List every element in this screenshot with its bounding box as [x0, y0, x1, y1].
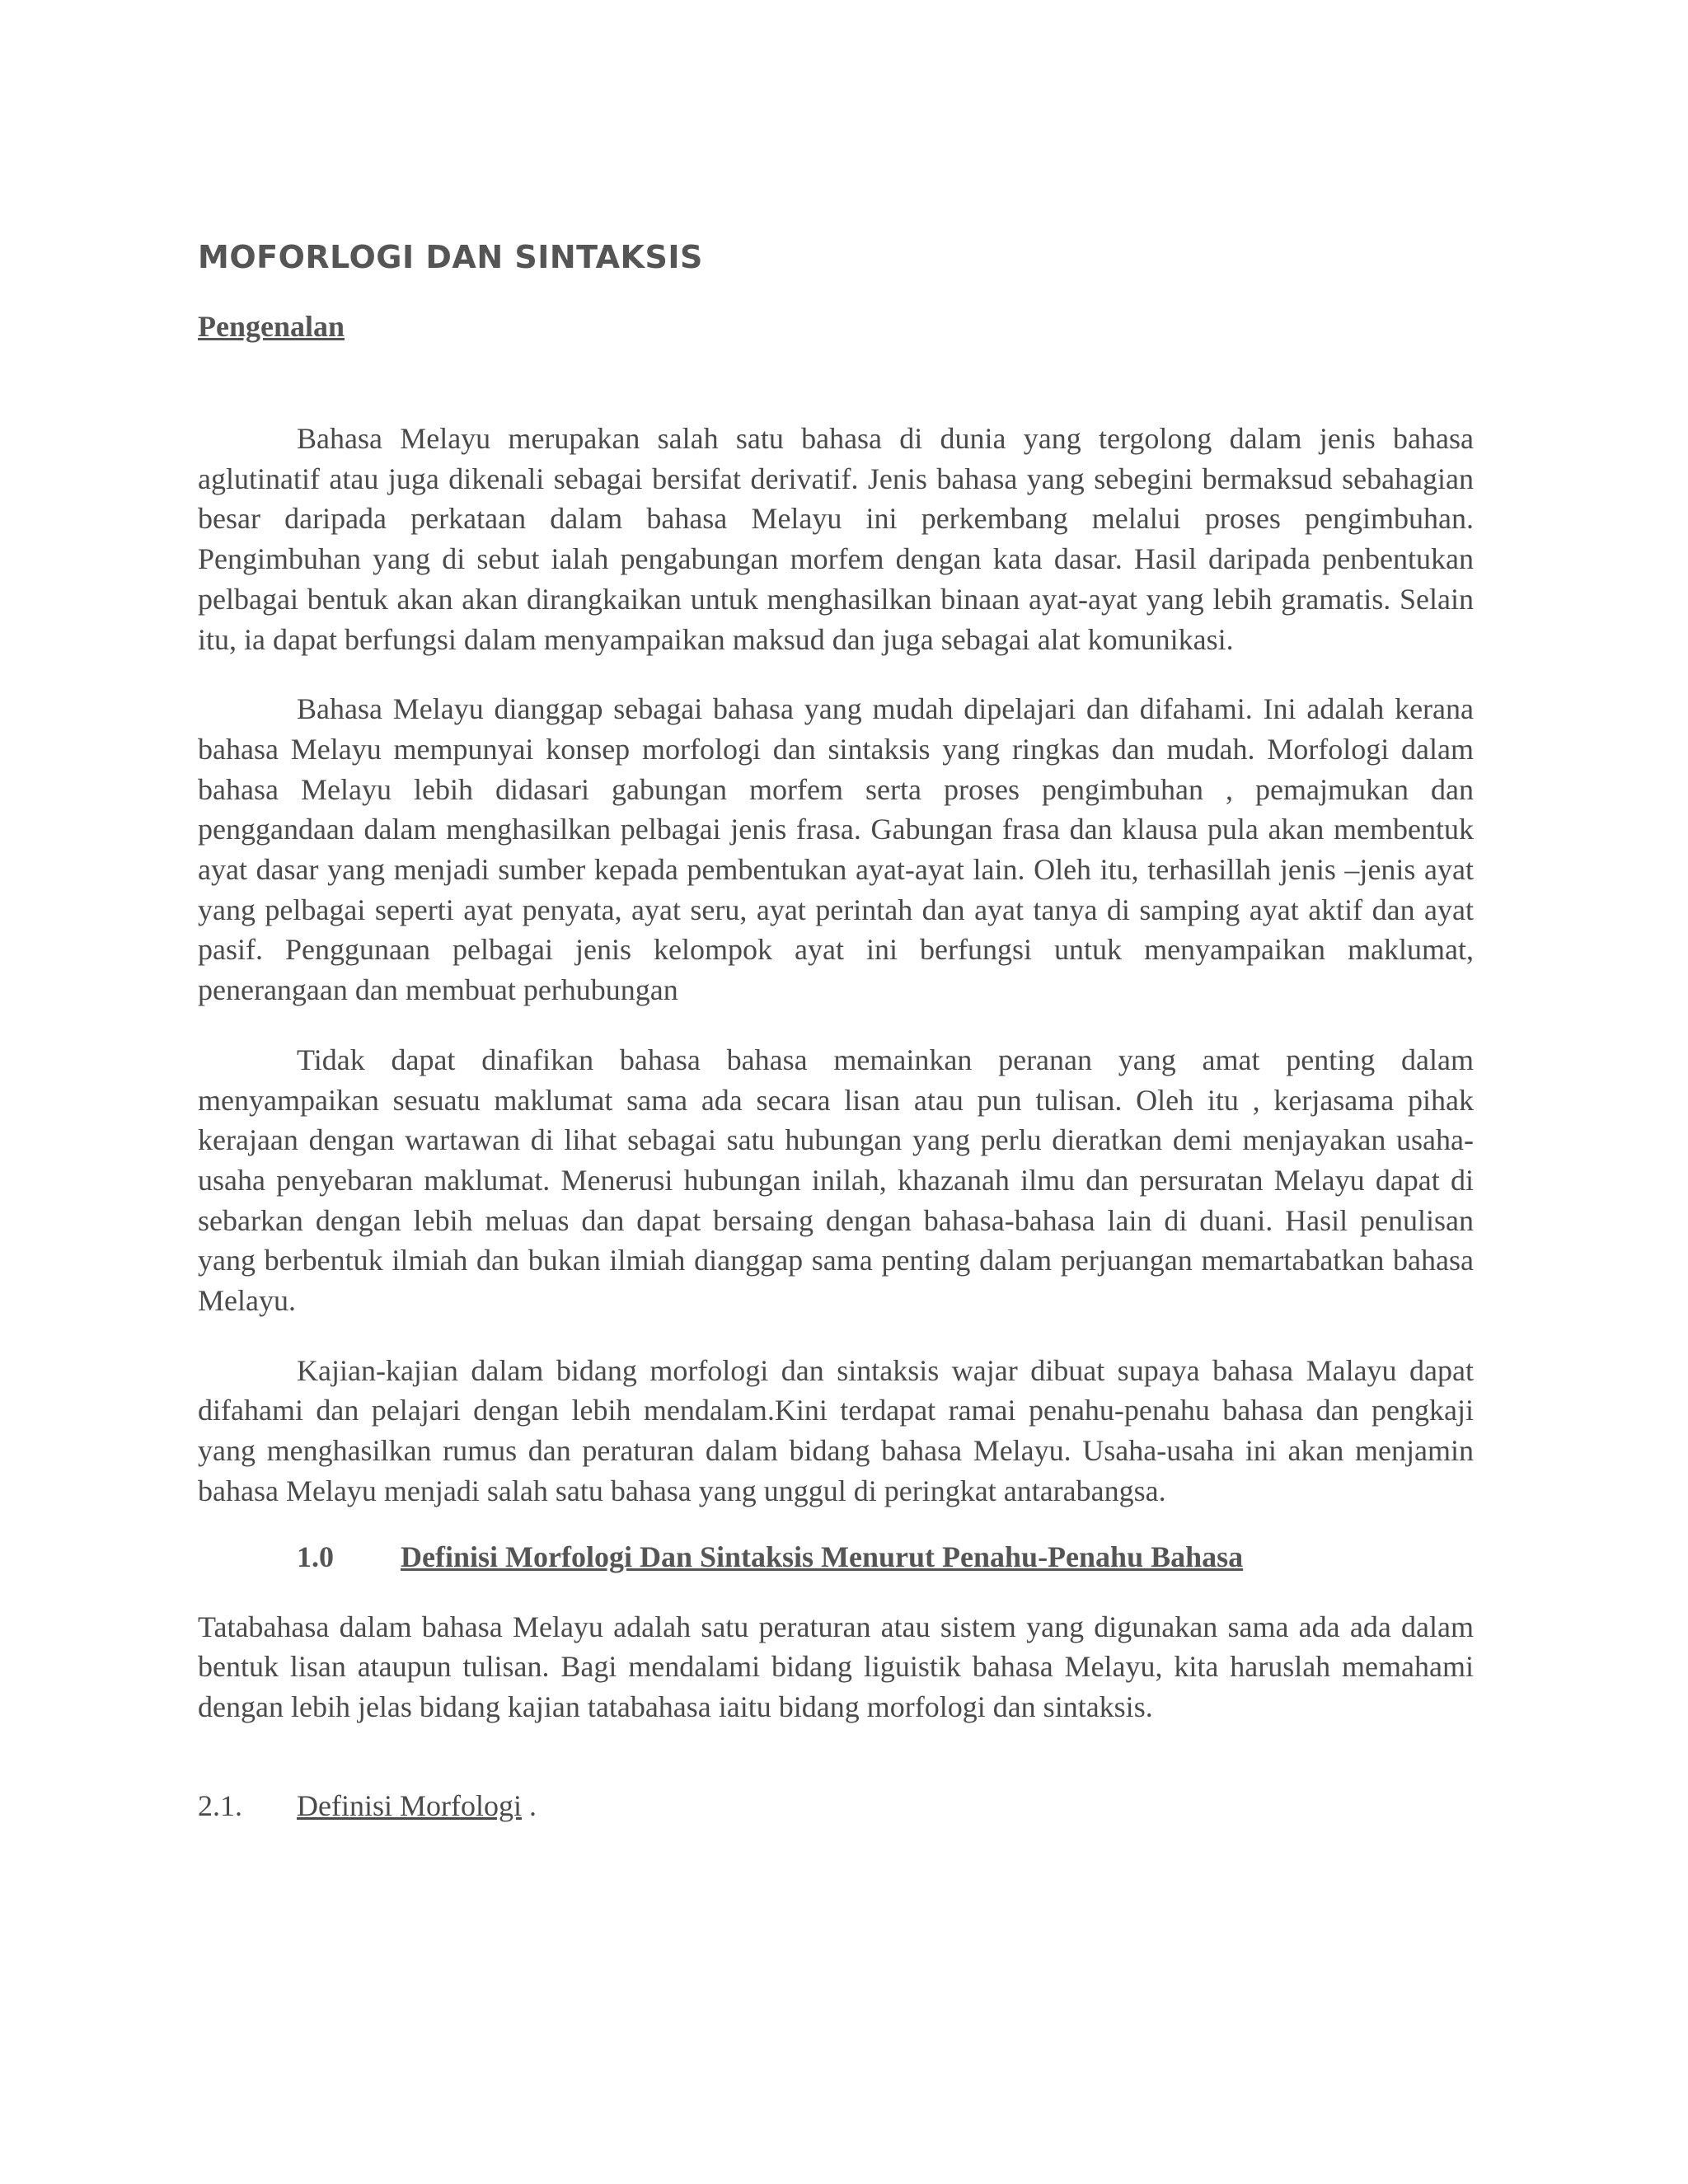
sub-heading-suffix: .	[521, 1788, 537, 1822]
heading-number: 1.0	[297, 1540, 334, 1573]
paragraph-3: Tidak dapat dinafikan bahasa bahasa memainkan peranan yang amat penting dalam menyampaikan sesuatu maklumat sama ada secara lisan atau pun tulisan. Oleh itu , kerjasama pihak kerajaan dengan wartawan di lihat sebagai satu hubungan yang perlu dieratkan demi menjayakan usaha-usaha penyebaran maklumat. Menerusi hubungan inilah, khazanah ilmu dan persuratan Melayu dapat di sebarkan dengan lebih meluas dan dapat bersaing dengan bahasa-bahasa lain di duani. Hasil penulisan yang berbentuk ilmiah dan bukan ilmiah dianggap sama penting dalam perjuangan memartabatkan bahasa Melayu.	[198, 1043, 1474, 1318]
sub-heading-number: 2.1.	[198, 1788, 242, 1822]
paragraph-1: Bahasa Melayu merupakan salah satu bahasa di dunia yang tergolong dalam jenis bahasa aglutinatif atau juga dikenali sebagai bersifat derivatif. Jenis bahasa yang sebegini bermaksud sebahagian besar daripada perkataan dalam bahasa Melayu ini perkembang melalui proses pengimbuhan. Pengimbuhan yang di sebut ialah pengabungan morfem dengan kata dasar. Hasil daripada penbentukan pelbagai bentuk akan akan dirangkaikan untuk menghasilkan binaan ayat-ayat yang lebih gramatis. Selain itu, ia dapat berfungsi dalam menyampaikan maksud dan juga sebagai alat komunikasi.	[198, 422, 1474, 656]
document-content	[198, 232, 1474, 1826]
sub-heading-text: Definisi Morfologi	[297, 1788, 522, 1822]
heading-text: Definisi Morfologi Dan Sintaksis Menurut Penahu-Penahu Bahasa	[401, 1540, 1244, 1573]
sub-heading-2-1	[198, 1785, 1474, 1826]
numbered-heading-1-0	[198, 1536, 1474, 1577]
paragraph-tatabahasa: Tatabahasa dalam bahasa Melayu adalah satu peraturan atau sistem yang digunakan sama ada ada dalam bentuk lisan ataupun tulisan. Bagi mendalami bidang liguistik bahasa Melayu, kita haruslah memahami dengan lebih jelas bidang kajian tatabahasa iaitu bidang morfologi dan sintaksis.	[198, 1610, 1474, 1723]
paragraph-4: Kajian-kajian dalam bidang morfologi dan sintaksis wajar dibuat supaya bahasa Malayu dapat difahami dan pelajari dengan lebih mendalam.Kini terdapat ramai penahu-penahu bahasa dan pengkaji yang menghasilkan rumus dan peraturan dalam bidang bahasa Melayu. Usaha-usaha ini akan menjamin bahasa Melayu menjadi salah satu bahasa yang unggul di peringkat antarabangsa.	[198, 1353, 1474, 1507]
paragraph-2: Bahasa Melayu dianggap sebagai bahasa yang mudah dipelajari dan difahami. Ini adalah kerana bahasa Melayu mempunyai konsep morfologi dan sintaksis yang ringkas dan mudah. Morfologi dalam bahasa Melayu lebih didasari gabungan morfem serta proses pengimbuhan , pemajmukan dan penggandaan dalam menghasilkan pelbagai jenis frasa. Gabungan frasa dan klausa pula akan membentuk ayat dasar yang menjadi sumber kepada pembentukan ayat-ayat lain. Oleh itu, terhasillah jenis –jenis ayat yang pelbagai seperti ayat penyata, ayat seru, ayat perintah dan ayat tanya di samping ayat aktif dan ayat pasif. Penggunaan pelbagai jenis kelompok ayat ini berfungsi untuk menyampaikan maklumat, penerangaan dan membuat perhubungan	[198, 692, 1474, 1007]
document-title: MOFORLOGI DAN SINTAKSIS	[198, 239, 703, 275]
section-heading-pengenalan: Pengenalan	[198, 310, 345, 343]
